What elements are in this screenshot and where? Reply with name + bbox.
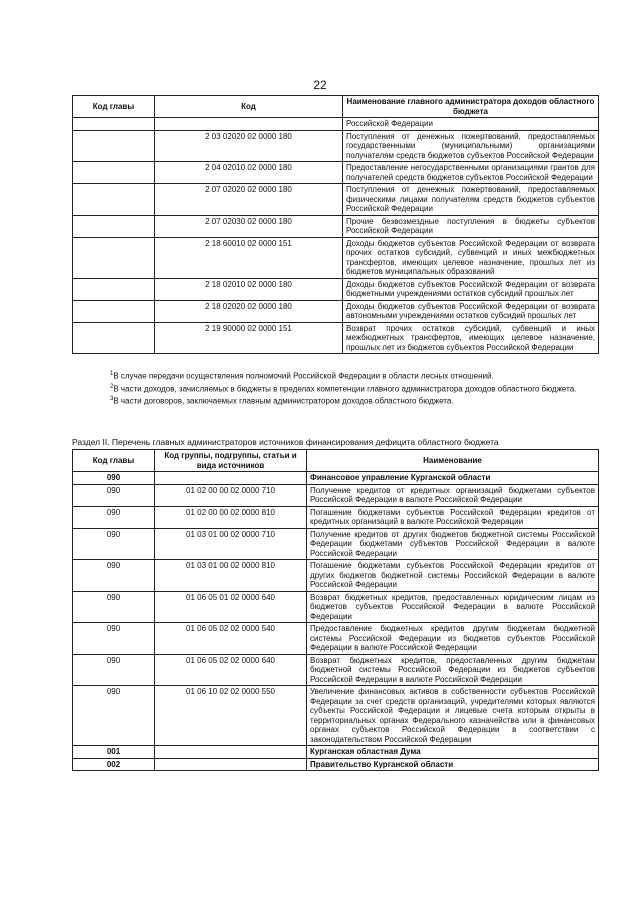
chapter-code-cell	[73, 300, 155, 322]
name-cell: Получение кредитов от других бюджетов бюджетной системы Российской Федерации бюджетами субъектов Российской Федерации в валюте Российской Федерации	[307, 528, 599, 560]
header-name: Наименование	[307, 450, 599, 472]
chapter-code-cell: 090	[73, 484, 155, 506]
chapter-code-cell: 090	[73, 686, 155, 746]
page-number: 22	[313, 78, 327, 92]
code-cell: 2 04 02010 02 0000 180	[155, 162, 343, 184]
code-cell: 2 07 02030 02 0000 180	[155, 215, 343, 237]
chapter-code-cell	[73, 130, 155, 162]
table-row	[73, 591, 599, 623]
name-cell: Погашение бюджетами субъектов Российской Федерации кредитов от кредитных организаций в валюте Российской Федерации	[307, 506, 599, 528]
code-cell	[155, 472, 307, 485]
code-cell: 01 03 01 00 02 0000 710	[155, 528, 307, 560]
chapter-code-cell: 090	[73, 528, 155, 560]
financing-sources-table	[72, 449, 599, 771]
table-row	[73, 237, 599, 278]
code-cell: 01 02 00 00 02 0000 810	[155, 506, 307, 528]
chapter-code-cell	[73, 184, 155, 216]
name-cell: Поступления от денежных пожертвований, предоставляемых государственными (муниципальными) организациями получателям средств бюджетов субъектов Российской Федерации	[343, 130, 599, 162]
header-code: Код	[155, 96, 343, 118]
table-row	[73, 278, 599, 300]
footnote: $^2$В части доходов, зачисляемых в бюджеты в пределах компетенции главного администратора доходов областного бюджета.	[110, 383, 577, 394]
chapter-code-cell: 090	[73, 591, 155, 623]
name-cell: Курганская областная Дума	[307, 746, 599, 759]
footnote: $^1$В случае передачи осуществления полномочий Российской Федерации в области лесных отношений.	[110, 371, 494, 381]
chapter-code-cell	[73, 215, 155, 237]
code-cell	[155, 118, 343, 131]
footnote: $^3$В части договоров, заключаемых главным администратором доходов областного бюджета.	[110, 396, 454, 406]
chapter-code-cell: 090	[73, 623, 155, 655]
header-administrator-name: Наименование главного администратора доходов областного бюджета	[343, 96, 599, 118]
name-cell: Правительство Курганской области	[307, 758, 599, 771]
name-cell: Погашение бюджетами субъектов Российской Федерации кредитов от других бюджетов бюджетной системы Российской Федерации в валюте Российской Федерации	[307, 560, 599, 592]
code-cell: 2 19 90000 02 0000 151	[155, 322, 343, 354]
chapter-code-cell	[73, 118, 155, 131]
table-row	[73, 528, 599, 560]
chapter-code-cell	[73, 162, 155, 184]
table-row	[73, 118, 599, 131]
chapter-code-cell	[73, 322, 155, 354]
chapter-code-cell: 090	[73, 560, 155, 592]
code-cell: 2 03 02020 02 0000 180	[155, 130, 343, 162]
chapter-code-cell: 090	[73, 472, 155, 485]
code-cell: 01 06 05 02 02 0000 640	[155, 654, 307, 686]
section-title: Раздел II. Перечень главных администраторов источников финансирования дефицита областного бюджета	[72, 437, 499, 447]
code-cell: 01 02 00 00 02 0000 710	[155, 484, 307, 506]
name-cell: Увеличение финансовых активов в собственности субъектов Российской Федерации за счет средств организаций, учредителями которых являются субъекты Российской Федерации и лицевые счета которым открыты в территориальных органах Федерального казначейства или в финансовых органах субъектов Российской Федерации в соответствии с законодательством Российской Федерации	[307, 686, 599, 746]
chapter-code-cell: 001	[73, 746, 155, 759]
code-cell: 2 18 02020 02 0000 180	[155, 300, 343, 322]
name-cell: Доходы бюджетов субъектов Российской Федерации от возврата бюджетными учреждениями остатков субсидий прошлых лет	[343, 278, 599, 300]
table-row	[73, 758, 599, 771]
table-row	[73, 484, 599, 506]
table-row	[73, 300, 599, 322]
code-cell: 2 07 02020 02 0000 180	[155, 184, 343, 216]
name-cell: Возврат прочих остатков субсидий, субвенций и иных межбюджетных трансфертов, имеющих целевое назначение, прошлых лет из бюджетов субъектов Российской Федерации	[343, 322, 599, 354]
header-chapter-code: Код главы	[73, 96, 155, 118]
table-row	[73, 746, 599, 759]
code-cell	[155, 758, 307, 771]
table-row	[73, 472, 599, 485]
code-cell: 01 06 10 02 02 0000 550	[155, 686, 307, 746]
table-row	[73, 162, 599, 184]
name-cell: Российской Федерации	[343, 118, 599, 131]
name-cell: Доходы бюджетов субъектов Российской Федерации от возврата прочих остатков субсидий, субвенций и иных межбюджетных трансфертов, имеющих целевое назначение, прошлых лет из бюджетов муниципальных образований	[343, 237, 599, 278]
table-row	[73, 184, 599, 216]
header-source-code: Код группы, подгруппы, статьи и вида источников	[155, 450, 307, 472]
table-row	[73, 623, 599, 655]
table-row	[73, 130, 599, 162]
name-cell: Прочие безвозмездные поступления в бюджеты субъектов Российской Федерации	[343, 215, 599, 237]
chapter-code-cell	[73, 237, 155, 278]
chapter-code-cell: 002	[73, 758, 155, 771]
table-row	[73, 322, 599, 354]
name-cell: Предоставление негосударственными организациями грантов для получателей средств бюджетов субъектов Российской Федерации	[343, 162, 599, 184]
name-cell: Доходы бюджетов субъектов Российской Федерации от возврата автономными учреждениями остатков субсидий прошлых лет	[343, 300, 599, 322]
name-cell: Финансовое управление Курганской области	[307, 472, 599, 485]
code-cell: 01 06 05 01 02 0000 640	[155, 591, 307, 623]
name-cell: Возврат бюджетных кредитов, предоставленных юридическим лицам из бюджетов субъектов Российской Федерации в валюте Российской Федерации	[307, 591, 599, 623]
name-cell: Возврат бюджетных кредитов, предоставленных другим бюджетам бюджетной системы Российской Федерации из бюджетов субъектов Российской Федерации в валюте Российской Федерации	[307, 654, 599, 686]
name-cell: Получение кредитов от кредитных организаций бюджетами субъектов Российской Федерации в валюте Российской Федерации	[307, 484, 599, 506]
code-cell: 01 06 05 02 02 0000 540	[155, 623, 307, 655]
code-cell: 01 03 01 00 02 0000 810	[155, 560, 307, 592]
code-cell: 2 18 02010 02 0000 180	[155, 278, 343, 300]
name-cell: Предоставление бюджетных кредитов другим бюджетам бюджетной системы Российской Федерации из бюджетов субъектов Российской Федерации в валюте Российской Федерации	[307, 623, 599, 655]
chapter-code-cell: 090	[73, 654, 155, 686]
table-row	[73, 215, 599, 237]
income-administrators-table	[72, 95, 599, 354]
table-header-row	[73, 450, 599, 472]
table-row	[73, 560, 599, 592]
code-cell: 2 18 60010 02 0000 151	[155, 237, 343, 278]
header-chapter-code: Код главы	[73, 450, 155, 472]
chapter-code-cell	[73, 278, 155, 300]
table-row	[73, 506, 599, 528]
chapter-code-cell: 090	[73, 506, 155, 528]
code-cell	[155, 746, 307, 759]
table-header-row	[73, 96, 599, 118]
name-cell: Поступления от денежных пожертвований, предоставляемых физическими лицами получателям средств бюджетов субъектов Российской Федерации	[343, 184, 599, 216]
footnotes	[110, 369, 598, 407]
table-row	[73, 686, 599, 746]
table-row	[73, 654, 599, 686]
